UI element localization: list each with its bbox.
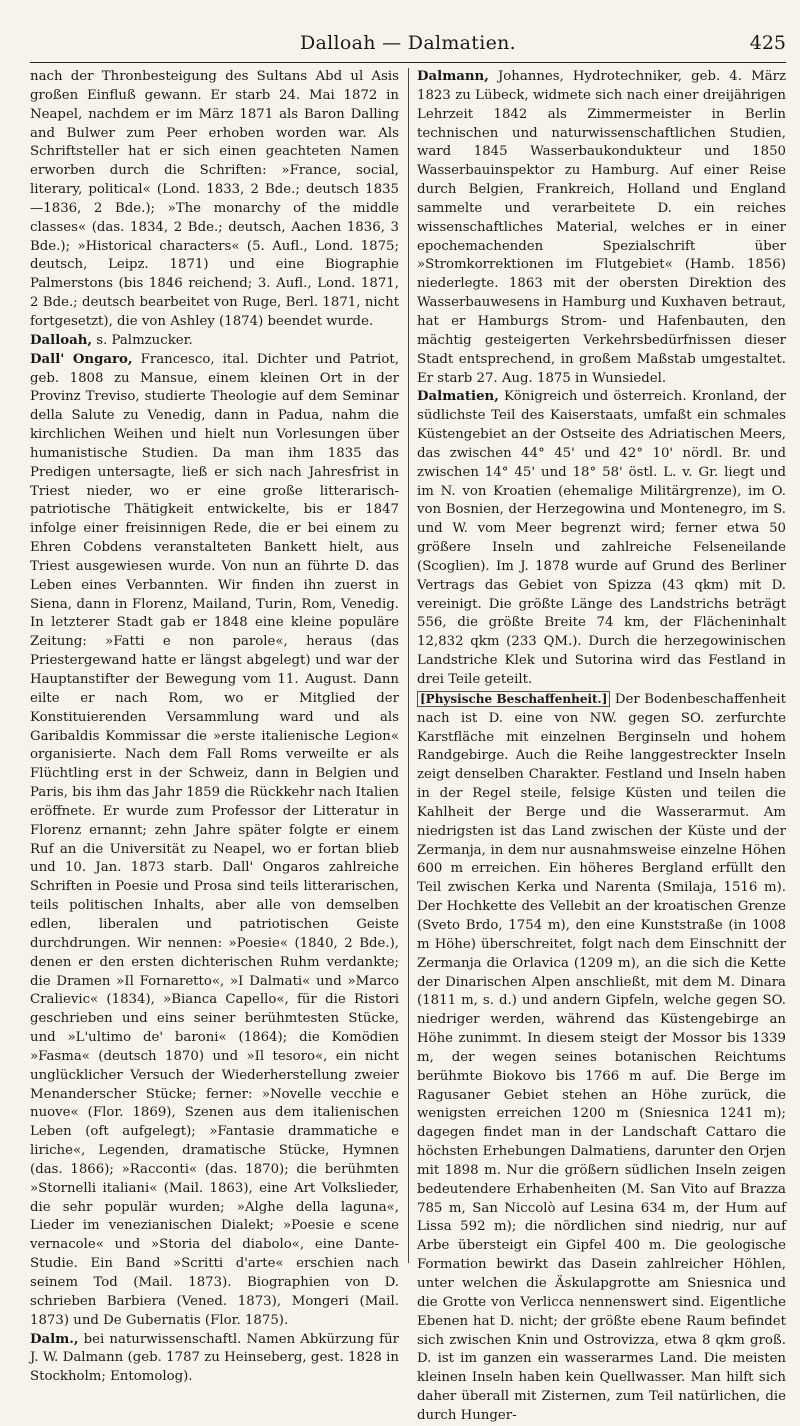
entry-continuation: nach der Thronbesteigung des Sultans Abd ul Asis großen Einfluß gewann. Er starb 24. Mai 1872 in Neapel, nachdem er im März 1871 als Baron Dalling and Bulwer zum Peer erhoben worden war. Als Schriftsteller hat er sich einen geachteten Namen erworben durch die Schriften: »France, social, literary, political« (Lond. 1833, 2 Bde.; deutsch 1835—1836, 2 Bde.); »The monarchy of the middle classes« (das. 1834, 2 Bde.; deutsch, Aachen 1836, 3 Bde.); »Historical characters« (5. Aufl., Lond. 1875; deutsch, Leipz. 1871) und eine Biographie Palmerstons (bis 1846 reichend; 3. Aufl., Lond. 1871, 2 Bde.; deutsch bearbeitet von Ruge, Berl. 1871, nicht fortgesetzt), die von Ashley (1874) beendet wurde. xyxy=(30,69,399,329)
headword: Dalloah, xyxy=(30,332,93,348)
column-divider xyxy=(408,68,409,1263)
headword: Dalmatien, xyxy=(417,389,499,405)
page-number: 425 xyxy=(749,32,786,54)
headword: Dall' Ongaro, xyxy=(30,351,133,367)
entry-dalloah xyxy=(30,332,399,351)
entry-dalmann xyxy=(417,68,786,388)
running-title: Dalloah — Dalmatien. xyxy=(299,32,516,54)
page-header xyxy=(30,28,786,63)
entry-text: bei naturwissenschaftl. Namen Abkürzung für J. W. Dalmann (geb. 1787 zu Heinseberg, gest. 1828 in Stockholm; Entomolog). xyxy=(30,1331,399,1385)
section-text: Der Bodenbeschaffenheit nach ist D. eine von NW. gegen SO. zerfurchte Karstfläche mit einzelnen Berginseln und hohem Randgebirge. Auch die Reihe langgestreckter Inseln zeigt denselben Charakter. Festland und Inseln haben in der Regel steile, felsige Küsten und teilen die Kahlheit der Berge und die Wasserarmut. Am niedrigsten ist das Land zwischen der Küste und der Zermanja, in dem nur ausnahmsweise einzelne Höhen 600 m erreichen. Ein höheres Bergland erfüllt den Teil zwischen Kerka und Narenta (Smilaja, 1516 m). Der Hochkette des Vellebit an der kroatischen Grenze (Sveto Brdo, 1754 m), den eine Kunststraße (in 1008 m Höhe) überschreitet, folgt nach dem Einschnitt der Zermanja die Orlavica (1209 m), an die sich die Kette der Dinarischen Alpen anschließt, mit dem M. Dinara (1811 m, s. d.) und andern Gipfeln, welche gegen SO. niedriger werden, während das Küstengebirge an Höhe zunimmt. In diesem steigt der Mossor bis 1339 m, der wegen seines botanischen Reichtums berühmte Biokovo bis 1766 m auf. Die Berge im Ragusaner Gebiet stehen an Höhe zurück, die wenigsten erreichen 1200 m (Sniesnica 1241 m); dagegen findet man in der Landschaft Cattaro die höchsten Erhebungen Dalmatiens, darunter den Orjen mit 1898 m. Nur die größern südlichen Inseln zeigen bedeutendere Erhabenheiten (M. San Vito auf Brazza 785 m, San Niccolò auf Lesina 634 m, der Hum auf Lissa 592 m); die nördlichen sind niedrig, nur auf Arbe übersteigt ein Gipfel 400 m. Die geologische Formation bewirkt das Dasein zahlreicher Höhlen, unter welchen die Äskulapgrotte am Sniesnica und die Grotte von Verlicca nennenswert sind. Eigentliche Ebenen hat D. nicht; der größte ebene Raum befindet sich zwischen Knin und Ostrovizza, etwa 8 qkm groß. D. ist im ganzen ein wasserarmes Land. Die meisten kleinen Inseln haben kein Quellwasser. Man hilft sich daher überall mit Zisternen, zum Teil natürlichen, die durch Hunger- xyxy=(417,691,786,1423)
entry-text: Königreich und österreich. Kronland, der südlichste Teil des Kaiserstaats, umfaßt ein schmales Küstengebiet an der Ostseite des Adriatischen Meers, das zwischen 44° 45' und 42° 10' nördl. Br. und zwischen 14° 45' und 18° 58' östl. L. v. Gr. liegt und im N. von Kroatien (ehemalige Militärgrenze), im O. von Bosnien, der Herzegowina und Montenegro, im S. und W. vom Meer begrenzt wird; ferner etwa 50 größere Inseln und zahlreiche Felseneilande (Scoglien). Im J. 1878 wurde auf Grund des Berliner Vertrags das Gebiet von Spizza (43 qkm) mit D. vereinigt. Die größte Länge des Landstrichs beträgt 556, die größte Breite 74 km, der Flächeninhalt 12,832 qkm (233 QM.). Durch die herzegowinischen Landstriche Klek und Sutorina wird das Festland in drei Teile geteilt. xyxy=(417,389,786,687)
section-physische-beschaffenheit xyxy=(417,690,786,1426)
entry-dalmatien xyxy=(417,388,786,690)
headword: Dalmann, xyxy=(417,69,489,84)
right-column xyxy=(417,68,786,1423)
section-label: [Physische Beschaffenheit.] xyxy=(417,691,610,707)
entry-text: s. Palmzucker. xyxy=(92,332,193,348)
left-column xyxy=(30,68,400,1385)
entry-dall-ongaro xyxy=(30,351,399,1331)
entry-text: Johannes, Hydrotechniker, geb. 4. März 1823 zu Lübeck, widmete sich nach einer dreijährigen Lehrzeit 1842 als Zimmermeister in Berlin technischen und naturwissenschaftlichen Studien, ward 1845 Wasserbaukondukteur und 1850 Wasserbauinspektor zu Hamburg. Auf einer Reise durch Belgien, Frankreich, Holland und England sammelte und verarbeitete D. ein reiches wissenschaftliches Material, welches er in einer epochemachenden Spezialschrift über »Stromkorrektionen im Flutgebiet« (Hamb. 1856) niederlegte. 1863 mit der obersten Direktion des Wasserbauwesens in Hamburg und Kuxhaven betraut, hat er Hamburgs Strom- und Hafenbauten, den mächtig gesteigerten Verkehrsbedürfnissen dieser Stadt entsprechend, in großem Maßstab umgestaltet. Er starb 27. Aug. 1875 in Wunsiedel. xyxy=(417,69,786,386)
entry-text: Francesco, ital. Dichter und Patriot, geb. 1808 zu Mansue, einem kleinen Ort in der Provinz Treviso, studierte Theologie auf dem Seminar della Salute zu Venedig, dann in Padua, nahm die kirchlichen Weihen und hielt nun Vorlesungen über humanistische Studien. Da man ihm 1835 das Predigen untersagte, ließ er sich nach Jahresfrist in Triest nieder, wo er eine große litterarisch-patriotische Thätigkeit entwickelte, bis er 1847 infolge einer freisinnigen Rede, die er bei einem zu Ehren Cobdens veranstalteten Bankett hielt, aus Triest ausgewiesen wurde. Von nun an führte D. das Leben eines Verbannten. Wir finden ihn zuerst in Siena, dann in Florenz, Mailand, Turin, Rom, Venedig. In letzterer Stadt gab er 1848 eine kleine populäre Zeitung: »Fatti e non parole«, heraus (das Priestergewand hatte er längst abgelegt) und war der Hauptanstifter der Bewegung vom 11. August. Dann eilte er nach Rom, wo er Mitglied der Konstituierenden Versammlung ward und als Garibaldis Kommissar die »erste italienische Legion« organisierte. Nach dem Fall Roms verweilte er als Flüchtling erst in der Schweiz, dann in Belgien und Paris, bis ihm das Jahr 1859 die Rückkehr nach Italien eröffnete. Er wurde zum Professor der Litteratur in Florenz ernannt; zehn Jahre später folgte er einem Ruf an die Universität zu Neapel, wo er fortan blieb und 10. Jan. 1873 starb. Dall' Ongaros zahlreiche Schriften in Poesie und Prosa sind teils litterarischen, teils politischen Inhalts, aber alle von demselben edlen, liberalen und patriotischen Geiste durchdrungen. Wir nennen: »Poesie« (1840, 2 Bde.), denen er den ersten dichterischen Ruhm verdankte; die Dramen »Il Fornaretto«, »I Dalmati« und »Marco Cralievic« (1834), »Bianca Capello«, für die Ristori geschrieben und eins seiner berühmtesten Stücke, und »L'ultimo de' baroni« (1864); die Komödien »Fasma« (deutsch 1870) und »Il tesoro«, ein nicht unglücklicher Versuch der Wiederherstellung zweier Menanderscher Stücke; ferner: »Novelle vecchie e nuove« (Flor. 1869), Szenen aus dem italienischen Leben (oft aufgelegt); »Fantasie drammatiche e liriche«, Legenden, dramatische Stücke, Hymnen (das. 1866); »Racconti« (das. 1870); die berühmten »Stornelli italiani« (Mail. 1863), eine Art Volkslieder, die sehr populär wurden; »Alghe della laguna«, Lieder im venezianischen Dialekt; »Poesie e scene vernacole« und »Storia del diabolo«, eine Dante-Studie. Ein Band »Scritti d'arte« erschien nach seinem Tod (Mail. 1873). Biographien von D. schrieben Barbiera (Vened. 1873), Mongeri (Mail. 1873) und De Gubernatis (Flor. 1875). xyxy=(30,351,400,1328)
entry-dalm xyxy=(30,1331,399,1388)
headword: Dalm., xyxy=(30,1331,79,1347)
